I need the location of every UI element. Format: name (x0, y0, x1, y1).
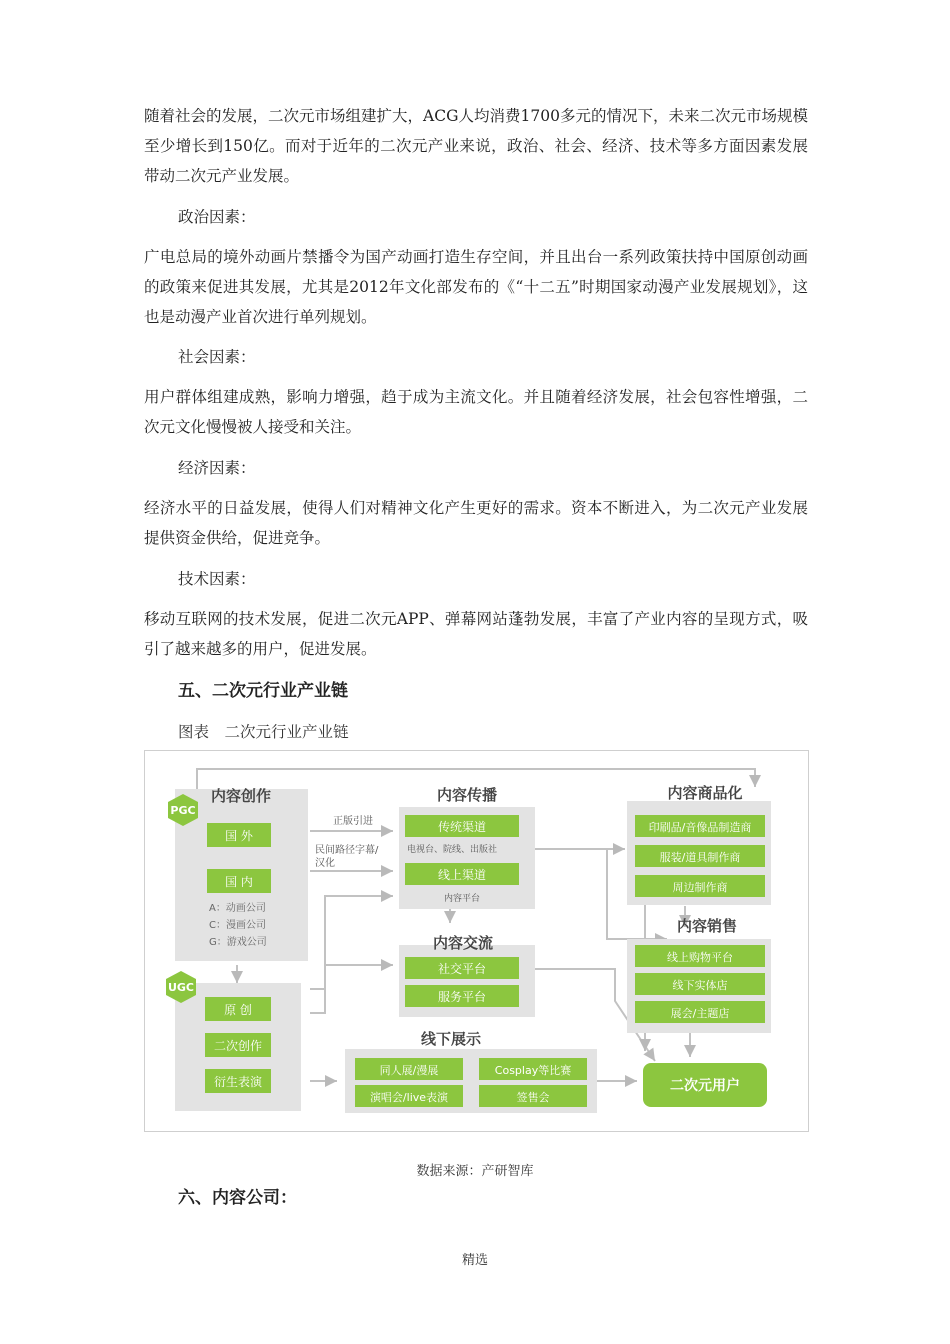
comic-company: C：漫画公司 (209, 920, 266, 931)
page-footer: 精选 (461, 1253, 488, 1268)
social-platform: 社交平台 (437, 962, 487, 976)
section-6-heading: 六、内容公司： (178, 1188, 297, 1208)
tech-label: 技术因素： (178, 570, 256, 588)
creation-title: 内容创作 (211, 787, 272, 805)
svg-text:PGC: PGC (170, 804, 196, 817)
tech-paragraph: 移动互联网的技术发展，促进二次元APP、弹幕网站蓬勃发展，丰富了产业内容的呈现方式，吸引了越来越多的用户，促进发展。 (144, 610, 808, 658)
intro-paragraph: 随着社会的发展，二次元市场组建扩大，ACG人均消费1700多元的情况下，未来二次元市场规模至少增长到150亿。而对于近年的二次元产业来说，政治、社会、经济、技术等多方面因素发展带动二次元产业发展。 (144, 107, 808, 185)
commerce-costume: 服装/道具制作商 (659, 851, 741, 864)
user-label: 二次元用户 (670, 1078, 740, 1094)
commerce-merch: 周边制作商 (672, 881, 728, 894)
ugc-secondary: 二次创作 (213, 1039, 263, 1053)
section-5-heading: 五、二次元行业产业链 (178, 681, 348, 701)
animation-company: A：动画公司 (209, 903, 266, 914)
fansub-label-1: 民间路径字幕/ (315, 845, 379, 856)
sales-offline: 线下实体店 (672, 979, 728, 992)
traditional-channel-sub: 电视台、院线、出版社 (407, 845, 498, 855)
data-source: 数据来源：产研智库 (416, 1164, 534, 1179)
society-label: 社会因素： (178, 348, 256, 366)
sales-expo: 展会/主题店 (670, 1007, 730, 1020)
traditional-channel: 传统渠道 (437, 820, 487, 834)
figure-caption: 图表 二次元行业产业链 (178, 723, 349, 741)
offline-cosplay: Cosplay等比赛 (494, 1064, 572, 1077)
society-paragraph: 用户群体组建成熟，影响力增强，趋于成为主流文化。并且随着经济发展，社会包容性增强，二次元文化慢慢被人接受和关注。 (144, 388, 808, 436)
fansub-label-2: 汉化 (315, 858, 335, 869)
commerce-title: 内容商品化 (667, 784, 743, 802)
offline-title: 线下展示 (420, 1030, 482, 1048)
online-channel: 线上渠道 (437, 868, 487, 882)
foreign-label: 国 外 (225, 829, 253, 843)
economy-label: 经济因素： (178, 459, 256, 477)
spread-title: 内容传播 (436, 786, 498, 804)
game-company: G：游戏公司 (209, 937, 267, 948)
sales-online: 线上购物平台 (667, 951, 733, 964)
domestic-label: 国 内 (225, 875, 253, 889)
sales-title: 内容销售 (676, 917, 738, 935)
offline-signing: 签售会 (516, 1091, 550, 1104)
politics-paragraph: 广电总局的境外动画片禁播令为国产动画打造生存空间，并且出台一系列政策扶持中国原创动画的政策来促进其发展，尤其是2012年文化部发布的《“十二五”时期国家动漫产业发展规划》，这也是动漫产业首次进行单列规划。 (144, 248, 808, 326)
ugc-performance: 衍生表演 (213, 1075, 263, 1089)
exchange-title: 内容交流 (432, 934, 494, 952)
svg-text:UGC: UGC (167, 981, 195, 994)
economy-paragraph: 经济水平的日益发展，使得人们对精神文化产生更好的需求。资本不断进入，为二次元产业发展提供资金供给，促进竞争。 (144, 499, 808, 547)
content-platform-label: 内容平台 (443, 894, 481, 904)
offline-expo: 同人展/漫展 (379, 1064, 439, 1077)
industry-chain-diagram (144, 750, 809, 1132)
service-platform: 服务平台 (437, 990, 487, 1004)
offline-concert: 演唱会/live表演 (369, 1091, 449, 1104)
politics-label: 政治因素： (178, 208, 256, 226)
commerce-print: 印刷品/音像品制造商 (648, 821, 752, 834)
official-import-label: 正版引进 (333, 816, 373, 827)
ugc-original: 原 创 (224, 1003, 252, 1017)
